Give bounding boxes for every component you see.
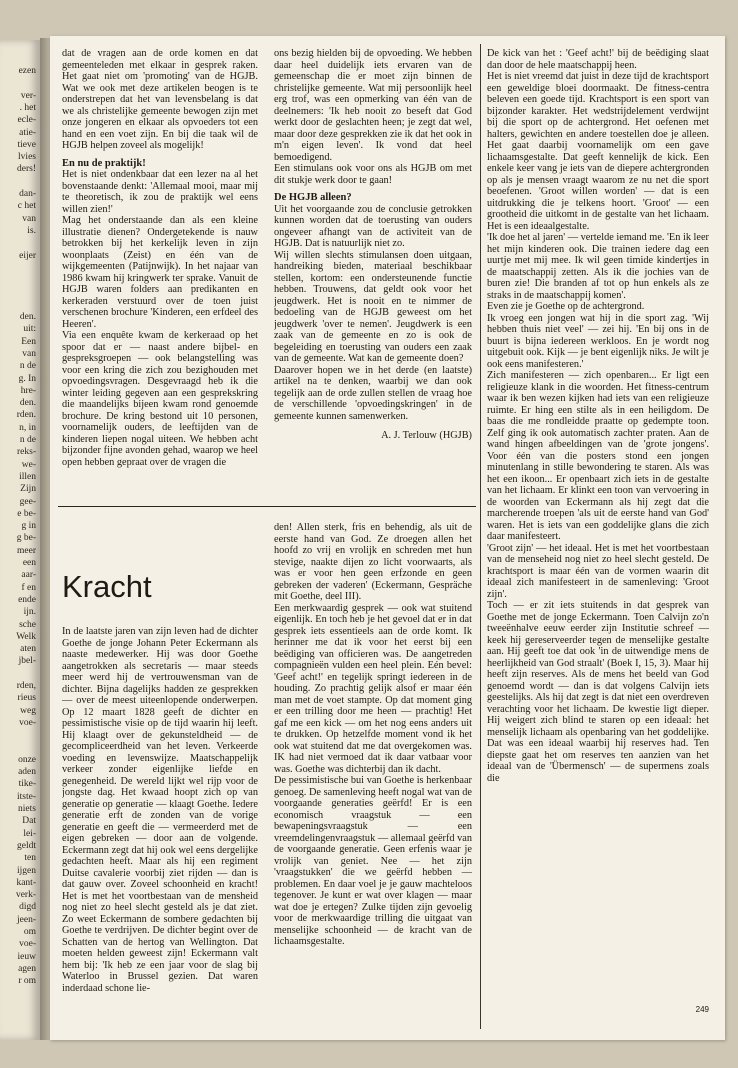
edge-text-fragment: kant- [16, 877, 36, 888]
edge-text-fragment: geldt [17, 840, 36, 851]
edge-text-fragment: den. [19, 398, 36, 409]
paragraph: Via een enquête kwam de kerkeraad op het spoor dat er — naast andere bijbel- en gespreksgroepen — ook belangstelling was voor een kring die zich zou bezighouden met opvoedingsvragen. Desgevraagd heb ik die winter leiding gegeven aan een gesprekskring die maandelijks bijeen kwam rond genoemde brochure. De kring bestond uit 10 personen, voornamelijk ouders, de leeftijden van de kinderen liepen nogal uiteen. We hebben acht bijzonder fijne avonden gehad, waarop we heel open hebben gepraat over de vragen die [62, 330, 258, 468]
paragraph: Mag het onderstaande dan als een kleine illustratie dienen? Ondergetekende is nauw betrokken bij het kerkelijk leven in zijn woonplaats (Zeist) en één van de wijkgemeenten (Patijnwijk). In het najaar van 1986 kwam hij kringwerk ter sprake. Vanuit de HGJB waren folders aan predikanten en kerkeraden verstuurd over de toen juist verschenen brochure 'Kinderen, een erfdeel des Heeren'. [62, 215, 258, 330]
edge-text-fragment: Een [21, 336, 36, 347]
paragraph: In de laatste jaren van zijn leven had de dichter Goethe de jonge Johann Peter Eckermann als naaste medewerker. Hij was door Goethe aangetrokken als secretaris — maar steeds meer werd hij de vertrouwensman van de dichter. Bijna dagelijks hadden ze gesprekken — over de meest uiteenlopende onderwerpen. Op 12 maart 1828 geeft de dichter en pessimistische visie op de tijd waarin hij leeft. Hij klaagt over de gekunsteldheid — de gecompliceerdheid van het leven. Verkeerde voeding en levenswijze. Maatschappelijk verkeer zonder eigenlijke liefde en genegenheid. De wereld lijkt wel rijp voor de jongste dag. Het kwaad hoopt zich op van generatie op generatie — klaagt Goethe. Iedere generatie erft de zonden van de vorige generatie en geeft die — vermeerderd met de eigen gebreken — door aan de volgende. Eckermann zegt dat hij ook wel eens dergelijke gedachten heeft. Maar als hij een regiment Duitse cavalerie voorbij ziet rijden — dan is dat gauw over. Zoveel schoonheid en kracht! Het is met het voortbestaan van de mensheid nog niet zo heel slecht gesteld als je dat ziet. Zo weet Eckermann de sombere gedachten bij Goethe te verdrijven. De dichter begint over de Schatten van de hertog van Wellington. Dat moeten helden geweest zijn! Eckermann valt hem bij: 'Ik heb ze een jaar voor de slag bij Waterloo in Brussel gezien. Dat waren inderdaad schone lie- [62, 626, 258, 994]
edge-text-fragment: c het [17, 201, 36, 212]
edge-text-fragment: aten [20, 644, 36, 655]
paragraph: ons bezig hielden bij de opvoeding. We hebben daar heel duidelijk iets ervaren van de gemeenschap die er moet zijn binnen de christelijke gemeente. Wat mij persoonlijk heel erg trof, was een opmerking van één van de deelnemers: 'Ik heb nooit zo beseft dat God werkt door de geslachten heen; je zegt dat wel, maar door deze gesprekken zie ik dat het ook in m'n eigen leven'. Ik vond dat heel bemoedigend. [274, 48, 472, 163]
edge-text-fragment: onze [18, 754, 36, 765]
paragraph: Even zie je Goethe op de achtergrond. [487, 301, 645, 312]
edge-text-fragment: verk- [15, 890, 36, 901]
edge-text-fragment: sche [19, 619, 36, 630]
paragraph: De pessimistische bui van Goethe is herkenbaar genoeg. De samenleving heeft nogal wat van de voorgaande generaties geërfd! Er is een economisch vraagstuk — een bewapeningsvraagstuk — een vreemdelingenvraagstuk — allemaal geërfd van de voorgaande generatie. Geen erfenis waar je vrolijk van geniet. Nee — het zijn 'vraagstukken' die we geërfd hebben — problemen. En daar voel je je gauw machteloos tegenover. Je kunt er wat over klagen — maar wat doe je ertegen? Zulke tijden zijn gevoelig voor de merkwaardige trilling die uitgaat van menselijke schoonheid — de kracht van de lichaamsgestalte. [274, 775, 472, 947]
edge-text-fragment: ijgen [17, 865, 36, 876]
paragraph: Uit het voorgaande zou de conclusie getrokken kunnen worden dat de toerusting van ouders ongeveer afhangt van de activiteit van de HGJB. Dat is natuurlijk niet zo. [274, 203, 472, 249]
edge-text-fragment: g in [21, 521, 36, 532]
edge-text-fragment: hre- [20, 385, 36, 396]
edge-text-fragment: voe- [19, 717, 36, 728]
edge-text-fragment: ezen [18, 66, 36, 76]
paragraph: Toch — er zit iets stuitends in dat gesprek van Goethe met de jonge Eckermann. Toen Calvijn zo'n tweeënhalve eeuw eerder zijn Institutie schreef — keek hij gereserveerder tegen de menselijke gestalte aan. Hij geeft toe dat ook 'in de uitwendige mens de heerlijkheid van God straalt' (Boek I, 15, 3). Maar hij heeft zijn reserves. Als de mens het beeld van God genoemd wordt — dan is dat volgens Calvijn iets geestelijks. Als hij dat zegt is dat niet een overdreven verachting voor het lichaam. De kwestie ligt dieper. Hij weigert zich blind te staren op een ideaal: het menselijk lichaam als openbaring van het goddelijke. Dat was een ideaal waarbij hij reserves had. Ten diepste gaat het om reserves ten aanzien van het ideaal van de 'Übermensch' — de supermens zoals die [487, 600, 709, 784]
edge-text-fragment: aar- [21, 570, 36, 581]
edge-text-fragment: f en [21, 582, 36, 593]
edge-text-fragment: ders! [17, 164, 36, 175]
edge-text-fragment: reks- [17, 447, 36, 458]
edge-text-fragment: den. [19, 312, 36, 322]
paragraph: Daarover hopen we in het derde (en laatste) artikel na te denken, waarbij we dan ook tegelijk aan de orde zullen stellen de vraag hoe de verschillende 'opvoedingskringen' in de gemeente kunnen samenwerken. [274, 364, 472, 422]
edge-text-fragment: eijer [19, 250, 36, 261]
column-1-bottom [62, 626, 258, 994]
edge-text-fragment: illen [19, 471, 36, 482]
edge-text-fragment: weg [20, 705, 36, 716]
edge-text-fragment: rden, [16, 681, 36, 691]
edge-text-fragment: aden [18, 767, 36, 778]
article-title: Kracht [62, 569, 152, 604]
edge-text-fragment: lvies [18, 152, 36, 163]
paragraph: Een stimulans ook voor ons als HGJB om met dit stukje werk door te gaan! [274, 163, 472, 186]
paragraph: den! Allen sterk, fris en behendig, als uit de eerste hand van God. Ze droegen allen het hoofd zo vrij en vrolijk en schreden met hun stevige, naakte dijen zo licht voorwaarts, als was er voor hen geen erfzonde en geen gebreken der vaderen' (Eckermann, Gespräche mit Goethe, deel III). [274, 522, 472, 602]
edge-text-fragment: ijn. [23, 607, 36, 618]
paragraph: Zich manifesteren — zich openbaren... Er ligt een religieuze klank in die woorden. Het fitness-centrum waar ik ben wezen kijken had iets van een religieuze ruimte. Er hing een stilte als in een heiligdom. De baas die me rondleidde praatte op gedempte toon. Zelf ging ik ook automatisch zachter praten. Aan de wand hingen afbeeldingen van de 'grote jongens'. Voor één van die posters stond een jongen minutenlang in stille bewondering te staren. Als was het een ikoon... Er openbaart zich iets in de gestalte van het lichaam. Er klinkt een toon van vervoering in de woorden van Eckermann als hij zegt dat die marcherende troepen 'als uit de eerste hand van God' waren. Het is iets van een goddelijke glans die zich daar manifesteert. [487, 370, 709, 542]
edge-text-fragment: atie- [19, 127, 36, 138]
paragraph: 'Groot zijn' — het ideaal. Het is met het voortbestaan van de menseheid nog niet zo heel slecht gesteld. De krachtsport is maar één van de vormen waarin dit ideaal zich manifesteert in de samenleving: 'Groot zijn'. [487, 542, 709, 600]
edge-text-fragment: gee- [19, 496, 36, 507]
paragraph: Het is niet ondenkbaar dat een lezer na al het bovenstaande denkt: 'Allemaal mooi, maar mij te theoretisch, ik zou de praktijk wel eens willen zien!' [62, 169, 258, 215]
column-2-bottom [274, 522, 472, 948]
edge-text-fragment: digd [19, 902, 36, 913]
edge-text-fragment: ende [18, 594, 36, 605]
paragraph: Wij willen slechts stimulansen doen uitgaan, handreiking bieden, materiaal beschikbaar stellen, kortom: een ondersteunende functie hebben. Trouwens, dat geldt ook voor het jeugdwerk. Het is nooit en te nimmer de bedoeling van de HGJB geweest om het jeugdwerk 'over te nemen'. Jeugdwerk is een zaak van de gemeente en zo is ook de begeleiding en toerusting van ouders een zaak van de gemeente. Wat kan de gemeente doen? [274, 249, 472, 364]
edge-text-fragment: we- [21, 459, 36, 470]
edge-text-fragment: g. In [18, 373, 36, 384]
paragraph: dat de vragen aan de orde komen en dat gemeenteleden met elkaar in gesprek raken. Het gaat niet om 'promoting' van de HGJB. Wat we ook met deze artikelen beogen is te onderstrepen dat het van levensbelang is dat we als christelijke gemeente bewogen zijn met onze jongeren en elkaar als opvoeders tot een hand en een voet zijn. En bij die taak wil de HGJB helpen zoveel als mogelijk! [62, 48, 258, 151]
edge-text-fragment: voe- [19, 939, 36, 950]
edge-text-fragment: ten [24, 853, 36, 864]
edge-text-fragment: uit: [23, 324, 36, 335]
edge-text-fragment: lei- [23, 828, 36, 839]
column-divider [480, 44, 481, 1029]
edge-text-fragment: rden. [16, 410, 36, 421]
edge-text-fragment: een [22, 558, 36, 568]
edge-text-fragment: meer [17, 545, 36, 556]
edge-text-fragment: jeen- [17, 914, 36, 925]
paragraph: Het is niet vreemd dat juist in deze tijd de krachtsport een geweldige bloei doormaakt. De fitness-centra beleven een goede tijd. Krachtsport is een sport van bijzonder karakter. Het wedstrijdelement verdwijnt bij die sport op de achtergrond. Het oefenen met halters, gewichten en andere toestellen doe je alleen. Het gaat daarbij voornamelijk om een gave lichaamsgestalte. Dat geeft kennelijk de kick. Een enkele keer vang je iets van de diepere achtergronden op als je mensen vraagt waarom ze nu net die sport beoefenen. 'Groot willen worden' — dat is een uitdrukking die je telkens hoort. 'Groot' — een grootheid die uitkomt in de gestalte van het lichaam. Het is een ideaalgestalte. [487, 71, 709, 232]
edge-text-fragment: tieve [17, 139, 36, 150]
column-2-top [274, 48, 472, 442]
edge-text-fragment: n de [19, 361, 36, 372]
edge-text-fragment: dan- [19, 189, 36, 199]
section-heading: En nu de praktijk! [62, 157, 146, 169]
edge-text-fragment: n, in [19, 422, 36, 433]
edge-text-fragment: om [23, 927, 36, 937]
edge-text-fragment: jbel- [18, 656, 36, 667]
edge-text-fragment: tike- [18, 779, 36, 790]
edge-text-fragment: r om [18, 976, 36, 987]
edge-text-fragment: g be- [16, 533, 36, 544]
paragraph: Ik vroeg een jongen wat hij in die sport zag. 'Wij hebben thuis niet veel' — zei hij. 'En bij ons in de buurt is bijna iedereen werkloos. En je wordt nog uitgebuit ook. Kijk — je bent eigenlijk niks. Je wilt je ook eens manifesteren.' [487, 312, 709, 370]
edge-text-fragment: Welk [16, 631, 36, 642]
edge-text-fragment: n de [19, 435, 36, 445]
edge-text-fragment: ver- [20, 90, 36, 101]
edge-text-fragment: ieuw [17, 951, 36, 962]
section-heading: De HGJB alleen? [274, 192, 352, 203]
edge-text-fragment: niets [18, 804, 36, 814]
edge-text-fragment: itste- [17, 791, 36, 802]
author-signature: A. J. Terlouw (HGJB) [381, 430, 472, 441]
magazine-page [50, 36, 725, 1040]
paragraph: 'Ik doe het al jaren' — vertelde iemand me. 'En ik leer het mijn kinderen ook. Die trainen iedere dag een uurtje met mij mee. Ik wil geen timide kindertjes in de maatschappij zetten. Als ik die jochies van de buren zie! Die branden af tot op hun enkels als ze straks in de maatschappij komen'. [487, 232, 709, 301]
edge-text-fragment: agen [18, 963, 36, 974]
paragraph: De kick van het : 'Geef acht!' bij de beëdiging slaat dan door de hele maatschappij heen. [487, 48, 709, 71]
edge-text-fragment: is. [27, 225, 36, 236]
paragraph: Een merkwaardig gesprek — ook wat stuitend eigenlijk. En toch heb je het gevoel dat er in dat gesprek iets essentieels aan de orde komt. Ik herinner me dat ik voor het eerst bij een beëdiging van officieren was. De aangetreden compagnieën vulden een heel plein. Eén bevel: 'Geef acht!' en tegelijk springt iedereen in de houding. Zo prachtig gelijk alsof er maar één man met de voet stampte. Op dat moment ging er een trilling door me heen — prachtig! Het gaf me een kick — om het nog eens anders uit te drukken. Op hetzelfde moment vond ik het ook wat stuitend dat me dat overgekomen was. IK had niet vermoed dat ik daar vatbaar voor was. Goethe was dichterbij dan ik dacht. [274, 602, 472, 775]
column-1-top [62, 48, 258, 468]
section-divider [58, 506, 476, 507]
edge-text-fragment: rieus [17, 693, 36, 704]
page-number: 249 [695, 1005, 709, 1014]
edge-text-fragment: Dat [22, 816, 36, 827]
edge-text-fragment: van [22, 213, 36, 224]
edge-text-fragment: Zijn [20, 484, 36, 495]
facing-page-edge [0, 40, 40, 1040]
edge-text-fragment: ecle- [17, 115, 36, 126]
column-3 [487, 48, 709, 784]
edge-text-fragment: van [22, 348, 36, 359]
edge-text-fragment: e be- [17, 508, 36, 519]
edge-text-fragment: . het [19, 102, 36, 113]
